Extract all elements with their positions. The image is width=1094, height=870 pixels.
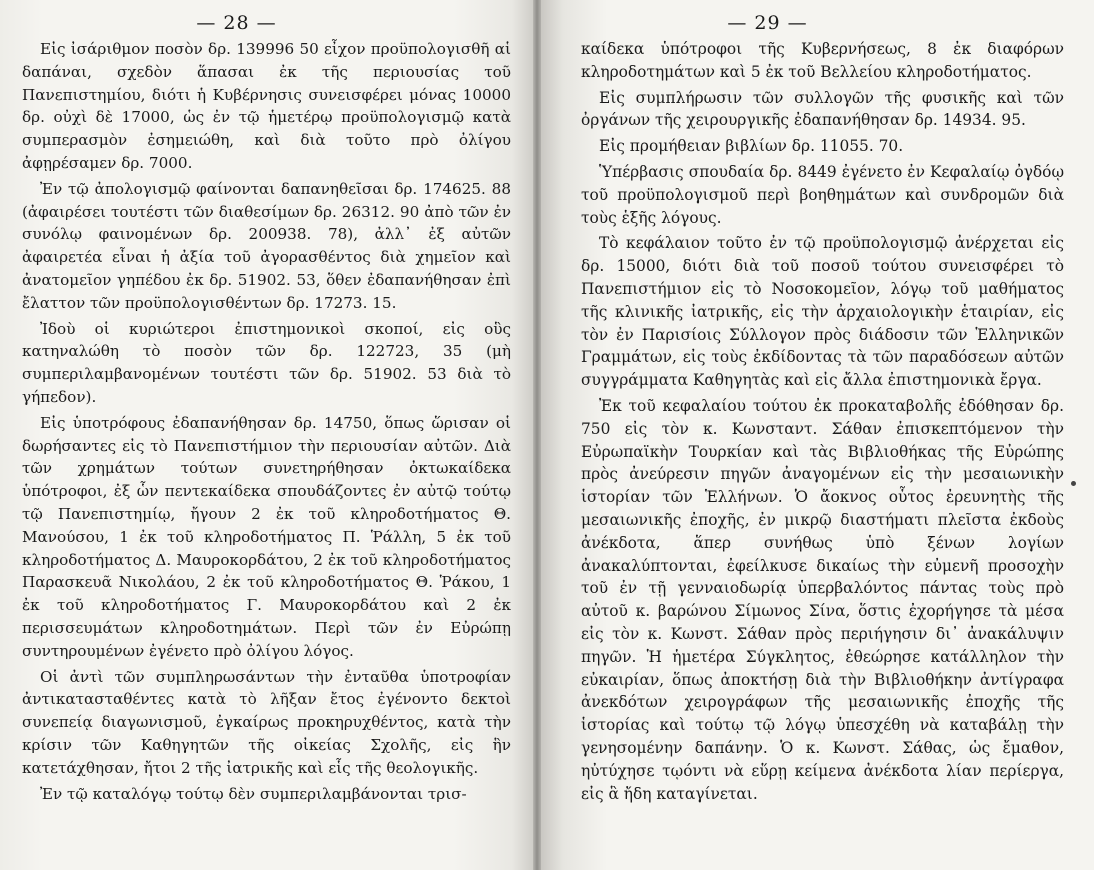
- page-number: — 29 —: [727, 12, 808, 34]
- paragraph: Εἰς προμήθειαν βιβλίων δρ. 11055. 70.: [599, 137, 904, 156]
- margin-dot-mark: [1071, 481, 1076, 486]
- paragraph: Ὑπέρβασις σπουδαία δρ. 8449 ἐγένετο ἐν Κεφαλαίῳ ὀγδόῳ τοῦ προϋπολογισμοῦ περὶ βοηθημάτων καὶ συνδρομῶν διὰ τοὺς ἑξῆς λόγους.: [581, 162, 1064, 227]
- paragraph: Ἐν τῷ ἀπολογισμῷ φαίνονται δαπανηθεῖσαι δρ. 174625. 88 (ἀφαιρέσει τουτέστι τῶν διαθεσίμων δρ. 26312. 90 ἀπὸ τῶν ἐν συνόλῳ φαινομένων δρ. 200938. 78), ἀλλ᾽ ἐξ αὐτῶν ἀφαιρετέα εἶναι ἡ ἀξία τοῦ ἀγορασθέντος διὰ χημεῖον καὶ ἀνατομεῖον γηπέδου ἐκ δρ. 51902. 53, ὅθεν ἐδαπανήθησαν ἐπὶ ἔλαττον τῶν προϋπολογισθέντων δρ. 17273. 15.: [22, 179, 511, 312]
- paragraph: Τὸ κεφάλαιον τοῦτο ἐν τῷ προϋπολογισμῷ ἀνέρχεται εἰς δρ. 15000, διότι διὰ τοῦ ποσοῦ τούτου συνεισφέρει τὸ Πανεπιστήμιον εἰς τὸ Νοσοκομεῖον, λόγῳ τοῦ μαθήματος τῆς κλινικῆς ἰατρικῆς, εἰς τὴν ἀρχαιολογικὴν ἑταιρίαν, εἰς τὸν ἐν Παρισίοις Σύλλογον πρὸς διάδοσιν τῶν Ἑλληνικῶν Γραμμάτων, εἰς τοὺς ἐκδίδοντας τὰ τῶν παραδόσεων αὐτῶν συγγράμματα Καθηγητὰς καὶ εἰς ἄλλα ἐπιστημονικὰ ἔργα.: [581, 234, 1064, 390]
- book-gutter: [533, 0, 541, 870]
- left-page: [0, 0, 533, 870]
- paragraph: Ἐν τῷ καταλόγῳ τούτῳ δὲν συμπεριλαμβάνονται τρισ-: [40, 784, 467, 803]
- paragraph: Ἰδοὺ οἱ κυριώτεροι ἐπιστημονικοὶ σκοποί, εἰς οὓς κατηναλώθη τὸ ποσὸν τῶν δρ. 122723, 35 (μὴ συμπεριλαμβανομένων τουτέστι τῶν δρ. 51902. 53 διὰ τὸ γήπεδον).: [22, 319, 511, 406]
- paragraph: Εἰς ὑποτρόφους ἐδαπανήθησαν δρ. 14750, ὅπως ὥρισαν οἱ δωρήσαντες εἰς τὸ Πανεπιστήμιον τὴν περιουσίαν αὐτῶν. Διὰ τῶν χρημάτων τούτων συνετηρήθησαν ὀκτωκαίδεκα ὑπότροφοι, ἐξ ὧν πεντεκαίδεκα σπουδάζοντες ἐν αὐτῷ τούτῳ τῷ Πανεπιστημίῳ, ἤγουν 2 ἐκ τοῦ κληροδοτήματος Θ. Μανούσου, 1 ἐκ τοῦ κληροδοτήματος Π. Ῥάλλη, 5 ἐκ τοῦ κληροδοτήματος Δ. Μαυροκορδάτου, 2 ἐκ τοῦ κληροδοτήματος Παρασκευᾶ Νικολάου, 2 ἐκ τοῦ κληροδοτήματος Θ. Ῥάκου, 1 ἐκ τοῦ κληροδοτήματος Γ. Μαυροκορδάτου καὶ 2 ἐκ περισσευμάτων κληροδοτημάτων. Περὶ τῶν ἐν Εὐρώπῃ συντηρουμένων ἐγένετο πρὸ ὀλίγου λόγος.: [22, 413, 511, 660]
- paragraph: Εἰς ἰσάριθμον ποσὸν δρ. 139996 50 εἶχον προϋπολογισθῆ αἱ δαπάναι, σχεδὸν ἅπασαι ἐκ τῆς περιουσίας τοῦ Πανεπιστημίου, διότι ἡ Κυβέρνησις συνεισφέρει μόνας 10000 δρ. οὐχὶ δὲ 17000, ὡς ἐν τῷ ἡμετέρῳ προϋπολογισμῷ κατὰ συμπερασμὸν ἐσημειώθη, καὶ διὰ τοῦτο πρὸ ὀλίγου ἀφῃρέσαμεν δρ. 7000.: [22, 40, 511, 172]
- paragraph: Ἐκ τοῦ κεφαλαίου τούτου ἐκ προκαταβολῆς ἐδόθησαν δρ. 750 εἰς τὸν κ. Κωνσταντ. Σάθαν ἐπισκεπτόμενον τὴν Εὐρωπαϊκὴν Τουρκίαν καὶ τὰς Βιβλιοθήκας τῆς Εὐρώπης πρὸς ἀνεύρεσιν πηγῶν ἀναγομένων εἰς τὴν μεσαιωνικὴν ἱστορίαν τῶν Ἑλλήνων. Ὁ ἄοκνος οὗτος ἐρευνητὴς τῆς μεσαιωνικῆς ἐποχῆς, ἐν μικρῷ διαστήματι πλεῖστα ἐκδοὺς ἀνέκδοτα, ἅπερ συνήθως ὑπὸ ξένων λογίων ἀνακαλύπτονται, ἐφείλκυσε δικαίως τὴν εὐμενῆ προσοχὴν τοῦ ἐν τῇ γενναιοδωρίᾳ ὑπερβαλόντος πάντας τοὺς πρὸ αὐτοῦ κ. βαρώνου Σίμωνος Σίνα, ὅστις ἐχορήγησε τὰ μέσα εἰς τὸν κ. Κωνστ. Σάθαν πρὸς περιήγησιν δι᾽ ἀνακάλυψιν πηγῶν. Ἡ ἡμετέρα Σύγκλητος, ἐθεώρησε κατάλληλον τὴν εὐκαιρίαν, ὅπως ἀποκτήσῃ διὰ τὴν Βιβλιοθήκην ἀντίγραφα ἀνεκδότων χειρογράφων τῆς μεσαιωνικῆς ἐποχῆς τῆς ἱστορίας καὶ τούτῳ τῷ λόγῳ ὑπεσχέθη νὰ καταβάλῃ τὴν γενησομένην δαπάνην. Ὁ κ. Κωνστ. Σάθας, ὡς ἔμαθον, ηὐτύχησε τῳόντι νὰ εὕρῃ κείμενα ἀνέκδοτα λίαν περίεργα, εἰς ἃ ἤδη καταγίνεται.: [581, 396, 1064, 803]
- right-page: [541, 0, 1094, 870]
- paragraph: Εἰς συμπλήρωσιν τῶν συλλογῶν τῆς φυσικῆς καὶ τῶν ὀργάνων τῆς χειρουργικῆς ἐδαπανήθησαν δρ. 14934. 95.: [581, 88, 1064, 130]
- page-number: — 28 —: [196, 12, 277, 34]
- paragraph: Οἱ ἀντὶ τῶν συμπληρωσάντων τὴν ἐνταῦθα ὑποτροφίαν ἀντικατασταθέντες κατὰ τὸ λῆξαν ἔτος ἐγένοντο δεκτοὶ συνεπείᾳ διαγωνισμοῦ, ἐγκαίρως προκηρυχθέντος, κατὰ τὴν κρίσιν τῶν Καθηγητῶν τῆς οἰκείας Σχολῆς, εἰς ἣν κατετάχθησαν, ἤτοι 2 τῆς ἰατρικῆς καὶ εἷς τῆς θεολογικῆς.: [22, 667, 511, 777]
- paragraph: καίδεκα ὑπότροφοι τῆς Κυβερνήσεως, 8 ἐκ διαφόρων κληροδοτημάτων καὶ 5 ἐκ τοῦ Βελλείου κληροδοτήματος.: [581, 40, 1064, 81]
